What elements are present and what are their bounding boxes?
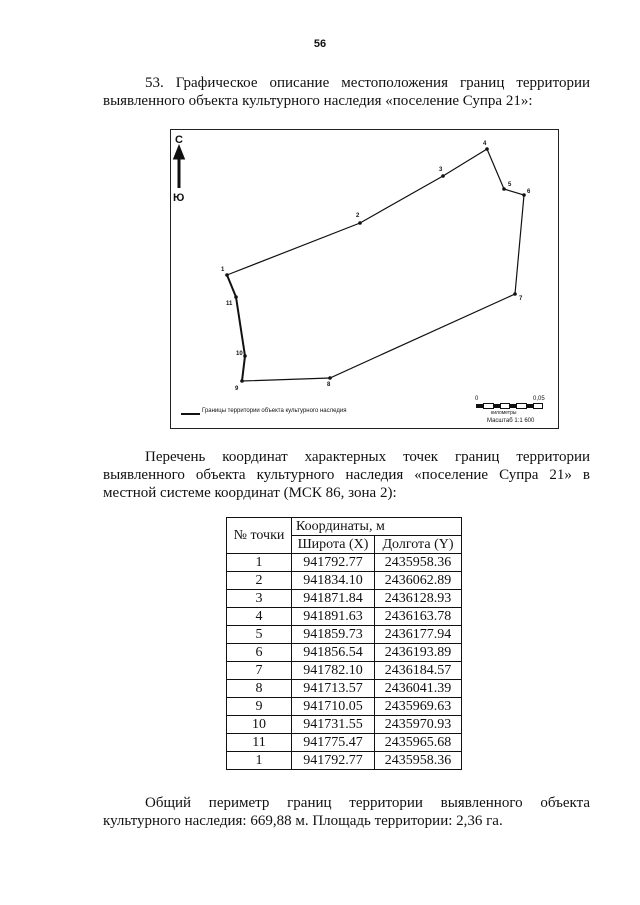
point-label: 9 <box>235 386 239 392</box>
cell-x: 941710.05 <box>292 698 375 716</box>
point-label: 6 <box>527 189 531 195</box>
point-label: 11 <box>226 301 233 307</box>
legend-text: Границы территории объекта культурного наследия <box>202 408 347 414</box>
scale-start: 0 <box>475 396 479 402</box>
cell-x: 941856.54 <box>292 644 375 662</box>
boundary-point <box>522 193 526 197</box>
cell-n: 3 <box>227 590 292 608</box>
point-label: 4 <box>483 141 487 147</box>
cell-y: 2436163.78 <box>375 608 462 626</box>
table-row <box>227 680 462 698</box>
point-label: 10 <box>236 351 243 357</box>
legend-line-icon <box>181 413 200 415</box>
scale-end: 0,05 <box>533 396 545 402</box>
cell-n: 8 <box>227 680 292 698</box>
heading-number: 53. <box>145 75 164 91</box>
header-coords: Координаты, м <box>292 518 462 536</box>
cell-y: 2436041.39 <box>375 680 462 698</box>
point-label: 2 <box>356 213 360 219</box>
cell-n: 6 <box>227 644 292 662</box>
boundary-plot <box>171 130 558 428</box>
table-row <box>227 734 462 752</box>
boundary-map <box>170 129 559 429</box>
boundary-point <box>243 354 247 358</box>
boundary-point <box>328 376 332 380</box>
boundary-line <box>227 149 524 381</box>
boundary-point <box>441 174 445 178</box>
cell-x: 941782.10 <box>292 662 375 680</box>
cell-x: 941871.84 <box>292 590 375 608</box>
boundary-point <box>513 292 517 296</box>
cell-x: 941775.47 <box>292 734 375 752</box>
cell-n: 1 <box>227 752 292 770</box>
cell-x: 941792.77 <box>292 752 375 770</box>
cell-n: 4 <box>227 608 292 626</box>
cell-y: 2435958.36 <box>375 554 462 572</box>
cell-n: 11 <box>227 734 292 752</box>
page-number: 56 <box>313 38 327 50</box>
coordinates-intro: Перечень координат характерных точек границ территории выявленного объекта культурного наследия «поселение Супра 21» в местной системе координат (МСК 86, зона 2): <box>103 449 590 501</box>
heading-text: Графическое описание местоположения границ территории выявленного объекта культурного наследия «поселение Супра 21»: <box>103 75 590 109</box>
boundary-point <box>225 273 229 277</box>
north-arrow-icon <box>175 148 183 188</box>
table-row <box>227 716 462 734</box>
cell-x: 941834.10 <box>292 572 375 590</box>
cell-y: 2436177.94 <box>375 626 462 644</box>
section-heading <box>103 74 590 110</box>
table-row <box>227 644 462 662</box>
cell-y: 2436184.57 <box>375 662 462 680</box>
header-lat: Широта (X) <box>292 536 375 554</box>
cell-y: 2436062.89 <box>375 572 462 590</box>
table-row <box>227 554 462 572</box>
scale-unit: километры <box>491 410 517 416</box>
boundary-point <box>234 295 238 299</box>
table-row <box>227 608 462 626</box>
table-row <box>227 698 462 716</box>
cell-x: 941792.77 <box>292 554 375 572</box>
table-row <box>227 626 462 644</box>
summary-text: Общий периметр границ территории выявленного объекта культурного наследия: 669,88 м. Площадь территории: 2,36 га. <box>103 795 590 829</box>
boundary-point <box>485 147 489 151</box>
table-row <box>227 752 462 770</box>
point-label: 3 <box>439 167 443 173</box>
header-point: № точки <box>227 518 292 554</box>
cell-y: 2435958.36 <box>375 752 462 770</box>
point-label: 7 <box>519 296 523 302</box>
cell-y: 2435970.93 <box>375 716 462 734</box>
cell-y: 2436193.89 <box>375 644 462 662</box>
table-row <box>227 662 462 680</box>
cell-x: 941891.63 <box>292 608 375 626</box>
boundary-west-line <box>227 275 245 381</box>
scale-bar <box>476 404 542 408</box>
point-label: 1 <box>221 267 225 273</box>
point-label: 5 <box>508 182 512 188</box>
north-label: С <box>175 134 183 146</box>
coordinates-table <box>226 517 462 770</box>
header-lon: Долгота (Y) <box>375 536 462 554</box>
cell-n: 1 <box>227 554 292 572</box>
boundary-point <box>502 187 506 191</box>
boundary-point <box>240 379 244 383</box>
cell-y: 2435965.68 <box>375 734 462 752</box>
cell-n: 10 <box>227 716 292 734</box>
point-label: 8 <box>327 382 331 388</box>
boundary-point <box>358 221 362 225</box>
cell-x: 941731.55 <box>292 716 375 734</box>
table-row <box>227 572 462 590</box>
cell-n: 7 <box>227 662 292 680</box>
cell-y: 2435969.63 <box>375 698 462 716</box>
cell-n: 9 <box>227 698 292 716</box>
south-label: Ю <box>173 192 185 204</box>
cell-y: 2436128.93 <box>375 590 462 608</box>
cell-x: 941713.57 <box>292 680 375 698</box>
cell-x: 941859.73 <box>292 626 375 644</box>
table-row <box>227 590 462 608</box>
cell-n: 2 <box>227 572 292 590</box>
scale-ratio: Масштаб 1:1 600 <box>487 418 535 424</box>
cell-n: 5 <box>227 626 292 644</box>
